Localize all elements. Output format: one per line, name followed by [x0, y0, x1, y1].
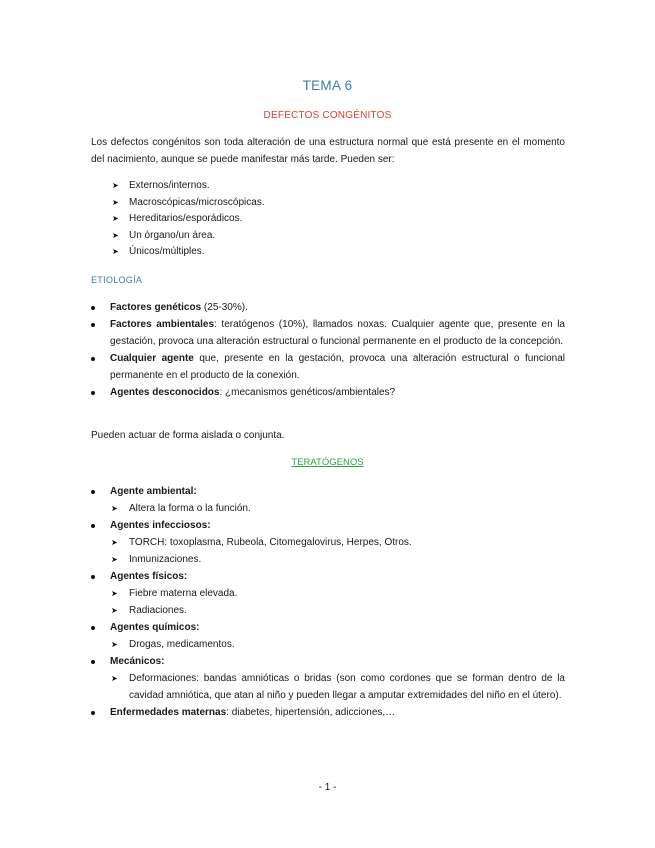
list-item: Factores ambientales: teratógenos (10%), llamados noxas. Cualquier agente que, presente en la gestación, provoca una alteración estructural o funcional permanente en el producto de la concepción. — [91, 316, 565, 350]
teratogenos-list — [91, 483, 565, 721]
list-item: ➤ Un órgano/un área. — [91, 228, 565, 245]
arrow-bullet-icon: ➤ — [111, 606, 118, 615]
list-item: ➤ Hereditarios/esporádicos. — [91, 211, 565, 228]
page-subtitle: DEFECTOS CONGÉNITOS — [263, 110, 392, 121]
arrow-bullet-icon: ➤ — [111, 589, 118, 598]
sub-list-item: ➤ Inmunizaciones. — [91, 551, 565, 568]
sub-list-item: ➤ Altera la forma o la función. — [91, 500, 565, 517]
sub-list-item: ➤ Fiebre materna elevada. — [91, 585, 565, 602]
bullet-dot-icon — [91, 306, 95, 310]
sub-list-item: ➤ Drogas, medicamentos. — [91, 636, 565, 653]
list-item: ➤ Únicos/múltiples. — [91, 244, 565, 261]
page-number: - 1 - — [318, 782, 337, 793]
bullet-dot-icon — [91, 357, 95, 361]
list-item: Mecánicos: — [91, 653, 565, 670]
sub-list-item: ➤ Deformaciones: bandas amnióticas o bridas (son como cordones que se forman dentro de la cavidad amniótica, que atan al niño y pueden llegar a amputar extremidades del niño en el útero). — [91, 670, 565, 704]
teratogenos-heading: TERATÓGENOS — [291, 457, 364, 468]
arrow-bullet-icon: ➤ — [111, 555, 118, 564]
bullet-dot-icon — [91, 575, 95, 579]
arrow-bullet-icon: ➤ — [112, 197, 119, 207]
list-item: ➤ Macroscópicas/microscópicas. — [91, 195, 565, 212]
etiologia-list — [91, 299, 565, 401]
etiologia-heading: ETIOLOGÍA — [91, 275, 143, 285]
list-item: Agente ambiental: — [91, 483, 565, 500]
page-title: TEMA 6 — [302, 78, 353, 93]
list-item: Agentes desconocidos: ¿mecanismos genéticos/ambientales? — [91, 384, 565, 401]
bullet-dot-icon — [91, 490, 95, 494]
intro-paragraph: Los defectos congénitos son toda alteración de una estructura normal que está presente en el momento del nacimiento, aunque se puede manifestar más tarde. Pueden ser: — [91, 137, 565, 165]
arrow-bullet-icon: ➤ — [111, 674, 118, 683]
list-item: ➤ Externos/internos. — [91, 178, 565, 195]
list-item: Agentes físicos: — [91, 568, 565, 585]
arrow-bullet-icon: ➤ — [112, 230, 119, 240]
bullet-dot-icon — [91, 323, 95, 327]
list-item: Cualquier agente que, presente en la gestación, provoca una alteración estructural o funcional permanente en el producto de la conexión. — [91, 350, 565, 384]
arrow-bullet-icon: ➤ — [111, 538, 118, 547]
arrow-bullet-icon: ➤ — [111, 504, 118, 513]
bullet-dot-icon — [91, 626, 95, 630]
bullet-dot-icon — [91, 391, 95, 395]
bullet-dot-icon — [91, 660, 95, 664]
bullet-dot-icon — [91, 524, 95, 528]
list-item: Enfermedades maternas: diabetes, hipertensión, adicciones,… — [91, 704, 565, 721]
arrow-bullet-icon: ➤ — [112, 247, 119, 257]
list-item: Agentes infecciosos: — [91, 517, 565, 534]
types-list — [91, 178, 565, 261]
sub-list-item: ➤ Radiaciones. — [91, 602, 565, 619]
sub-list-item: ➤ TORCH: toxoplasma, Rubeola, Citomegalovirus, Herpes, Otros. — [91, 534, 565, 551]
arrow-bullet-icon: ➤ — [112, 214, 119, 224]
arrow-bullet-icon: ➤ — [111, 640, 118, 649]
etiologia-note: Pueden actuar de forma aislada o conjunta. — [91, 430, 285, 441]
bullet-dot-icon — [91, 711, 95, 715]
list-item: Agentes químicos: — [91, 619, 565, 636]
list-item: Factores genéticos (25-30%). — [91, 299, 565, 316]
arrow-bullet-icon: ➤ — [112, 181, 119, 190]
